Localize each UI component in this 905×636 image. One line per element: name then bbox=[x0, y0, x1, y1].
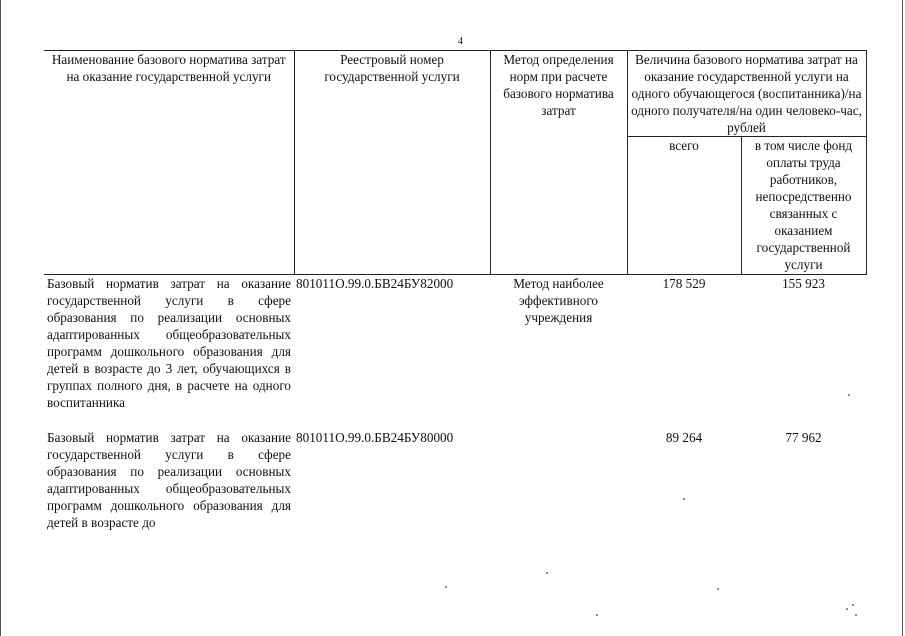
header-name-cell: Наименование базового норматива затрат на оказание государственной услуги bbox=[44, 51, 294, 275]
registry-number-cell: 801011О.99.0.БВ24БУ82000 bbox=[296, 276, 454, 291]
scan-speck bbox=[846, 608, 848, 610]
scan-speck bbox=[546, 572, 548, 574]
header-total-cell: всего bbox=[627, 137, 741, 275]
scan-speck bbox=[848, 394, 850, 396]
method-cell bbox=[490, 429, 627, 531]
table-header-row bbox=[44, 51, 866, 137]
header-wage-fund-cell: в том числе фонд оплаты труда работников, непосредственно связанных с оказанием государственной услуги bbox=[741, 137, 866, 275]
registry-number-cell: 801011О.99.0.БВ24БУ80000 bbox=[296, 430, 454, 445]
scan-speck bbox=[445, 586, 447, 588]
method-cell: Метод наиболее эффективного учреждения bbox=[513, 276, 604, 325]
table-row bbox=[44, 429, 866, 531]
table-row bbox=[44, 275, 866, 412]
norms-table bbox=[44, 50, 867, 531]
page-left-edge bbox=[0, 0, 1, 636]
page-right-edge bbox=[902, 0, 903, 636]
header-value-cell: Величина базового норматива затрат на оказание государственной услуги на одного обучающегося (воспитанника)/на одного получателя/на один человеко-час, рублей bbox=[627, 51, 866, 137]
total-cell: 89 264 bbox=[665, 430, 703, 445]
row-spacer bbox=[44, 411, 866, 429]
norm-name-cell: Базовый норматив затрат на оказание государственной услуги в сфере образования по реализации основных адаптированных общеобразовательных программ дошкольного образования для детей в возрасте до bbox=[47, 430, 291, 530]
scan-speck bbox=[855, 614, 857, 616]
wage-fund-cell: 77 962 bbox=[785, 430, 822, 445]
scan-speck bbox=[596, 614, 598, 616]
page-number: 4 bbox=[458, 36, 463, 47]
scan-speck bbox=[683, 498, 685, 500]
scan-speck bbox=[717, 588, 719, 590]
norm-name-cell: Базовый норматив затрат на оказание государственной услуги в сфере образования по реализации основных адаптированных общеобразовательных программ дошкольного образования для детей в возрасте до 3 лет, обучающихся в группах полного дня, в расчете на одного воспитанника bbox=[47, 276, 291, 410]
total-cell: 178 529 bbox=[662, 276, 706, 291]
header-method-cell: Метод определения норм при расчете базового норматива затрат bbox=[490, 51, 627, 275]
scan-speck bbox=[852, 604, 854, 606]
wage-fund-cell: 155 923 bbox=[782, 276, 825, 291]
header-registry-cell: Реестровый номер государственной услуги bbox=[294, 51, 490, 275]
